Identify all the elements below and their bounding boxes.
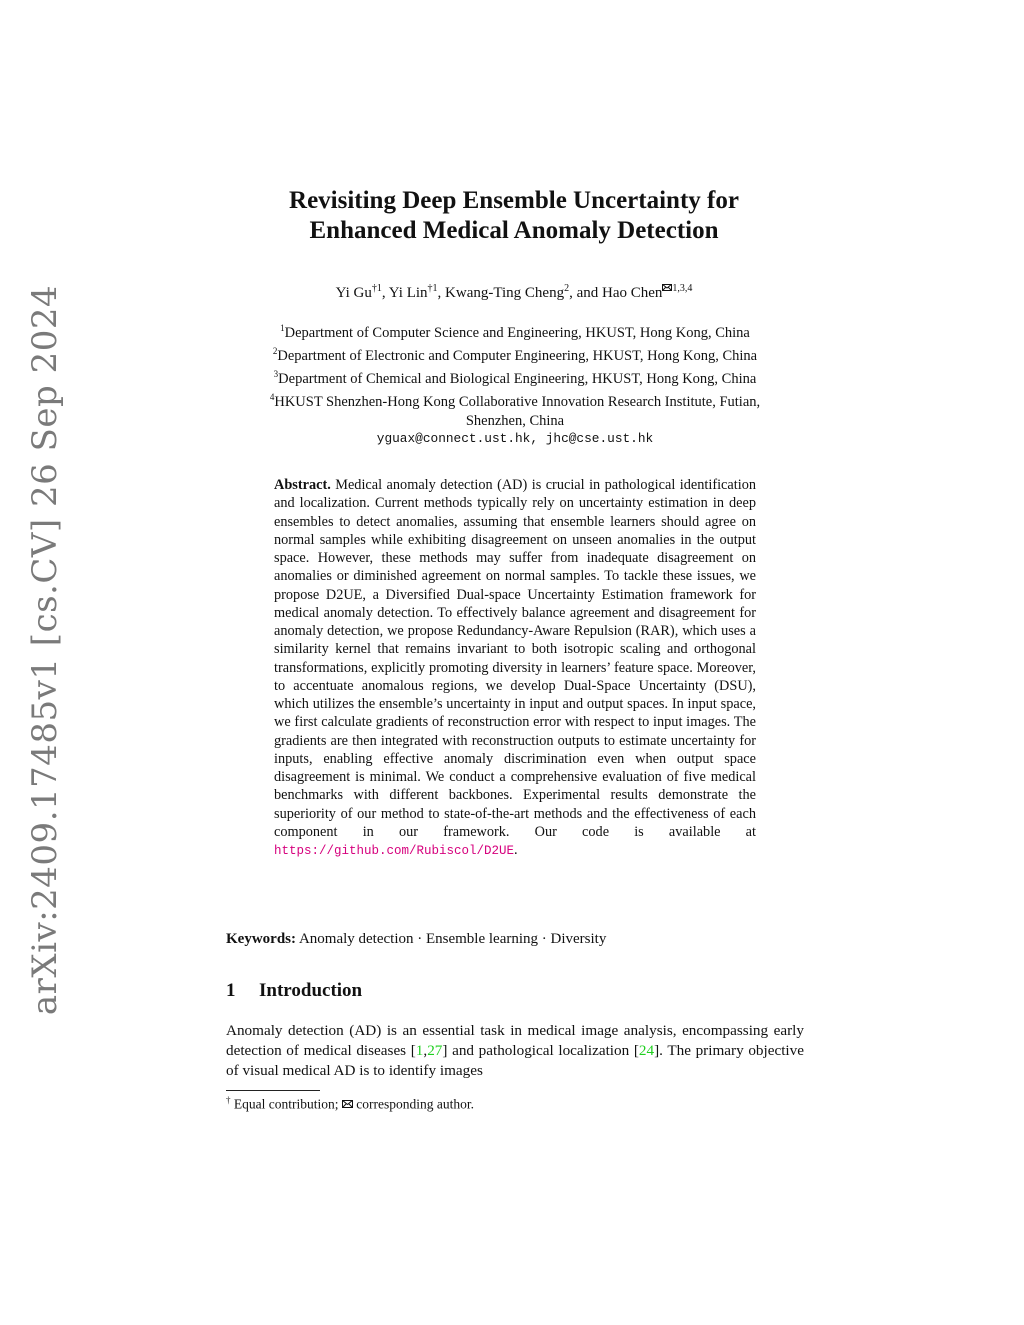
arxiv-stamp: arXiv:2409.17485v1 [cs.CV] 26 Sep 2024 (25, 284, 65, 1016)
citation-link[interactable]: 27 (427, 1042, 443, 1059)
envelope-icon (662, 284, 672, 291)
keywords (226, 931, 606, 948)
footnote: † Equal contribution; corresponding author. (226, 1095, 474, 1112)
affiliation: $^3$Department of Chemical and Biological Engineering, HKUST, Hong Kong, China (273, 369, 757, 388)
author: Yi Gu$^{\dagger 1}$ (335, 283, 382, 301)
abstract-body: Medical anomaly detection (AD) is crucial in pathological identification and localization. Current methods typically rely on uncertainty estimation in deep ensembles to detect anomalies, assuming that ensemble learners should agree on normal samples while exhibiting disagreement on unseen anomalies in the output space. However, these methods may suffer from inadequate disagreement on anomalies or diminished agreement on normal samples. To tackle these issues, we propose D2UE, a Diversified Dual-space Uncertainty Estimation framework for medical anomaly detection. To effectively balance agreement and disagreement for anomaly detection, we propose Redundancy-Aware Repulsion (RAR), which uses a similarity kernel that remains invariant to both isotropic scaling and orthogonal transformations, explicitly promoting diversity in learners’ feature space. Moreover, to accentuate anomalous regions, we develop Dual-Space Uncertainty (DSU), which utilizes the ensemble’s uncertainty in input and output spaces. In input space, we first calculate gradients of reconstruction error with respect to input images. The gradients are then integrated with reconstruction outputs to estimate uncertainty for inputs, enabling effective anomaly discrimination even when output space disagreement is minimal. We conduct a comprehensive evaluation of five medical benchmarks with different backbones. Experimental results demonstrate the superiority of our method to state-of-the-art methods and the effectiveness of each component in our framework. Our code is available at (274, 477, 756, 840)
author: Hao Chen $^{1,3,4}$ (602, 283, 693, 301)
intro-paragraph: Anomaly detection (AD) is an essential task in medical image analysis, encompassing early detection of medical diseases [1,27] and pathological localization [24]. The primary objective of visual medical AD is to identify images (226, 1022, 804, 1079)
author-emails: yguax@connect.ust.hk, jhc@cse.ust.hk (376, 430, 654, 446)
abstract-label: Abstract. (274, 477, 331, 493)
citation-link[interactable]: 24 (638, 1042, 655, 1059)
envelope-icon (342, 1100, 353, 1108)
title-line-2: Enhanced Medical Anomaly Detection (309, 217, 719, 244)
section-heading (226, 980, 362, 1002)
keywords-label: Keywords: (226, 931, 296, 947)
section-number: 1 (226, 980, 236, 1001)
affiliation: $^1$Department of Computer Science and Engineering, HKUST, Hong Kong, China (280, 323, 750, 341)
affiliation: $^4$HKUST Shenzhen-Hong Kong Collaborative Innovation Research Institute, Futian, (269, 392, 761, 411)
citation-link[interactable]: 1 (415, 1042, 424, 1059)
affiliation: $^2$Department of Electronic and Computer Engineering, HKUST, Hong Kong, China (272, 346, 758, 364)
author: Yi Lin$^{\dagger 1}$ (388, 283, 438, 301)
footnote-rule (226, 1090, 320, 1091)
code-link[interactable]: https://github.com/Rubiscol/D2UE (274, 844, 515, 858)
keywords-text: Anomaly detection · Ensemble learning · Diversity (298, 931, 607, 947)
affiliations (0, 319, 1024, 448)
paper-title (0, 186, 1024, 246)
section-title: Introduction (259, 980, 363, 1001)
affiliation-continued: Shenzhen, China (465, 412, 565, 429)
title-line-1: Revisiting Deep Ensemble Uncertainty for (289, 187, 739, 214)
abstract: Abstract. Medical anomaly detection (AD) is crucial in pathological identification and localization. Current methods typically rely on uncertainty estimation in deep ensembles to detect anomalies, assuming that ensemble learners should agree on normal samples while exhibiting disagreement on unseen anomalies in the output space. However, these methods may suffer from inadequate disagreement on anomalies or diminished agreement on normal samples. To tackle these issues, we propose D2UE, a Diversified Dual-space Uncertainty Estimation framework for medical anomaly detection. To effectively balance agreement and disagreement for anomaly detection, we propose Redundancy-Aware Repulsion (RAR), which uses a similarity kernel that remains invariant to both isotropic scaling and orthogonal transformations, explicitly promoting diversity in learners’ feature space. Moreover, to accentuate anomalous regions, we develop Dual-Space Uncertainty (DSU), which utilizes the ensemble’s uncertainty in input and output spaces. In input space, we first calculate gradients of reconstruction error with respect to input images. The gradients are then integrated with reconstruction outputs to estimate uncertainty for inputs, enabling effective anomaly discrimination even when output space disagreement is minimal. We conduct a comprehensive evaluation of five medical benchmarks with different backbones. Experimental results demonstrate the superiority of our method to state-of-the-art methods and the effectiveness of each component in our framework. Our code is available at https://github.com/Rubiscol/D2UE. (274, 477, 756, 858)
author-list: Yi Gu$^{\dagger 1}$, Yi Lin$^{\dagger 1}$, Kwang-Ting Cheng$^2$, and Hao Chen $^{1,3,4}$ (335, 283, 693, 301)
author: Kwang-Ting Cheng$^2$ (445, 283, 570, 301)
